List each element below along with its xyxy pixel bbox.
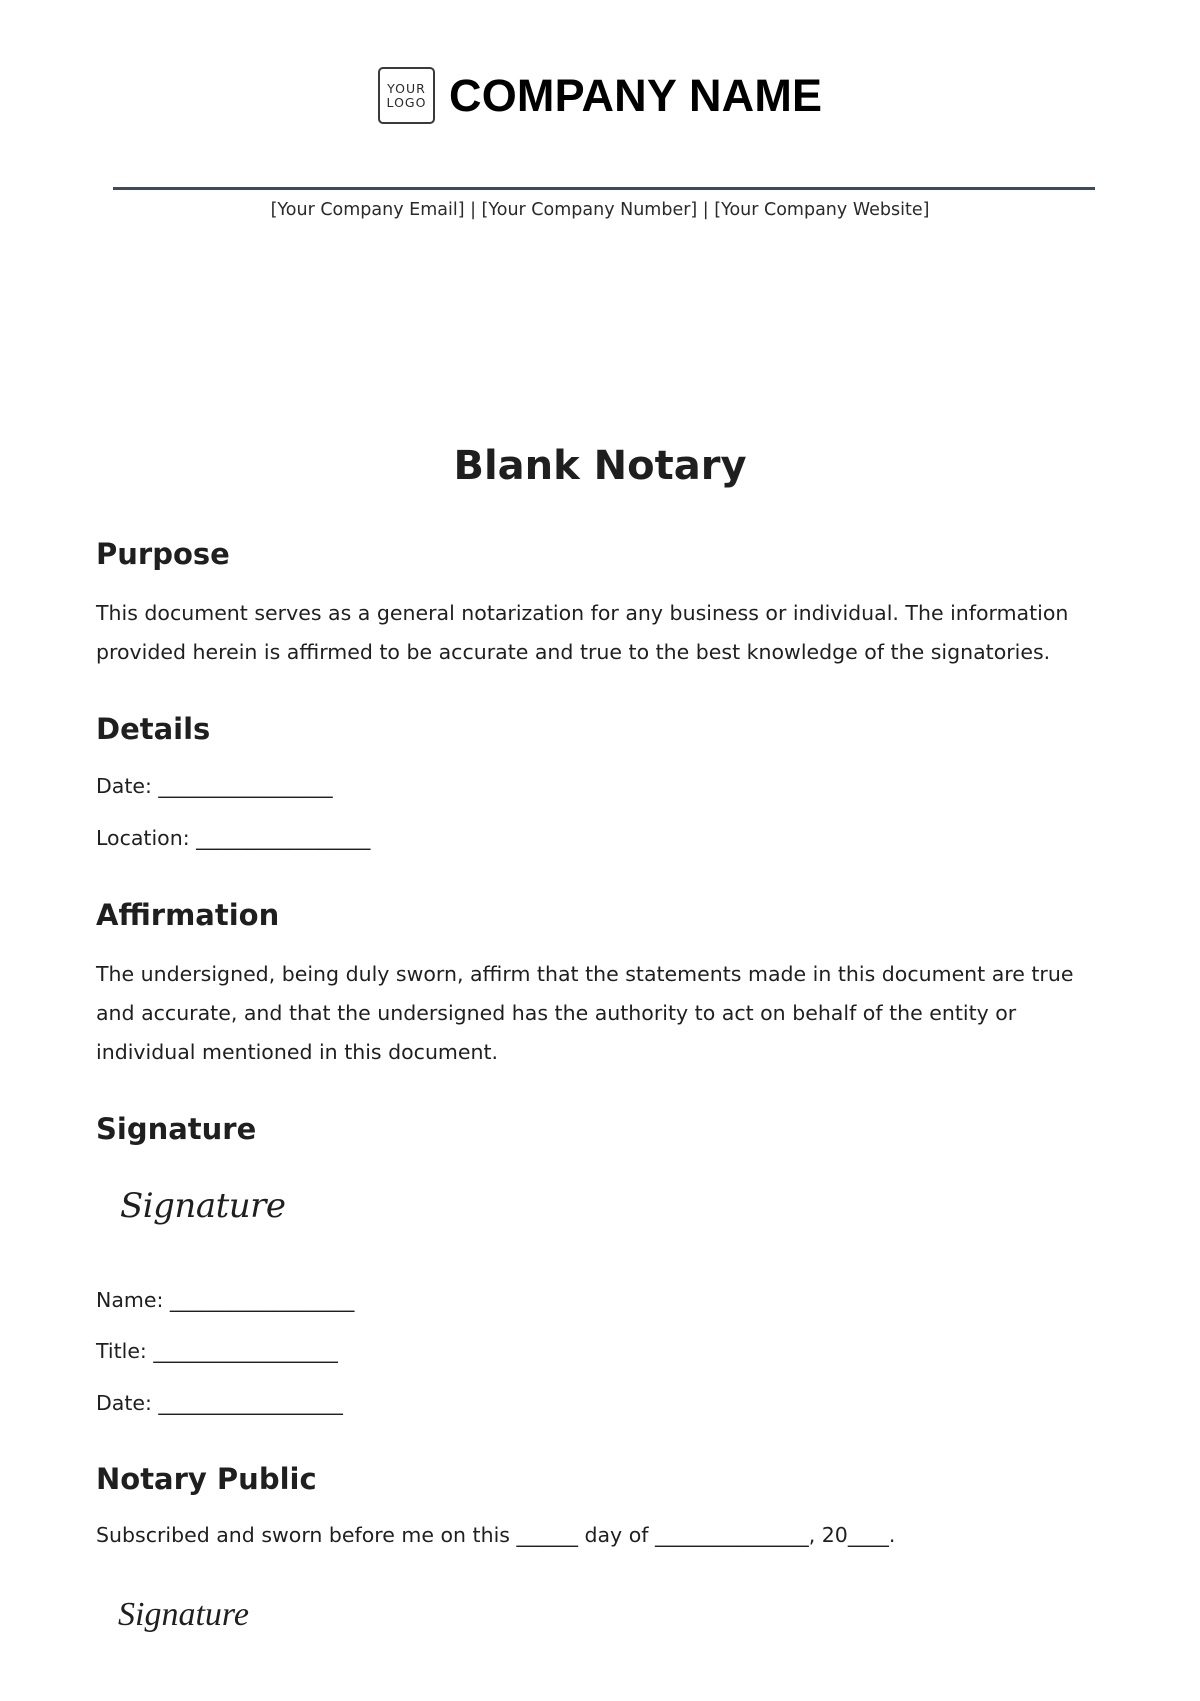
signature-title-field: Title: __________________ [96, 1339, 338, 1363]
affirmation-line-3: individual mentioned in this document. [96, 1040, 499, 1064]
company-name: COMPANY NAME [449, 69, 823, 121]
signature-heading: Signature [96, 1112, 257, 1146]
signature-name-field: Name: __________________ [96, 1288, 355, 1312]
purpose-heading: Purpose [96, 537, 230, 571]
signature-date-field: Date: __________________ [96, 1391, 343, 1415]
notary-public-heading: Notary Public [96, 1462, 317, 1496]
document-header [0, 0, 1200, 240]
details-location-field: Location: _________________ [96, 826, 371, 850]
affirmation-paragraph [96, 955, 1106, 1072]
details-date-field: Date: _________________ [96, 774, 333, 798]
header-divider [113, 187, 1095, 190]
logo-text-line2: LOGO [386, 94, 427, 110]
affirmation-line-2: and accurate, and that the undersigned has the authority to act on behalf of the entity or [96, 1001, 1017, 1025]
logo-text-line1: YOUR [387, 81, 426, 97]
notary-sworn-statement: Subscribed and sworn before me on this ______ day of _______________, 20____. [96, 1523, 896, 1547]
company-contact-line: [Your Company Email] | [Your Company Number] | [Your Company Website] [270, 200, 930, 220]
purpose-paragraph [96, 594, 1106, 672]
affirmation-heading: Affirmation [96, 898, 280, 932]
logo-placeholder [378, 67, 435, 124]
purpose-line-1: This document serves as a general notarization for any business or individual. The information [96, 601, 1069, 625]
details-heading: Details [96, 712, 211, 746]
notary-signature-mark: Signature [118, 1596, 249, 1633]
signature-mark: Signature [120, 1186, 286, 1226]
purpose-line-2: provided herein is affirmed to be accurate and true to the best knowledge of the signatories. [96, 640, 1051, 664]
document-title: Blank Notary [453, 443, 747, 489]
brand-lockup [378, 67, 822, 124]
affirmation-line-1: The undersigned, being duly sworn, affirm that the statements made in this document are true [96, 962, 1074, 986]
